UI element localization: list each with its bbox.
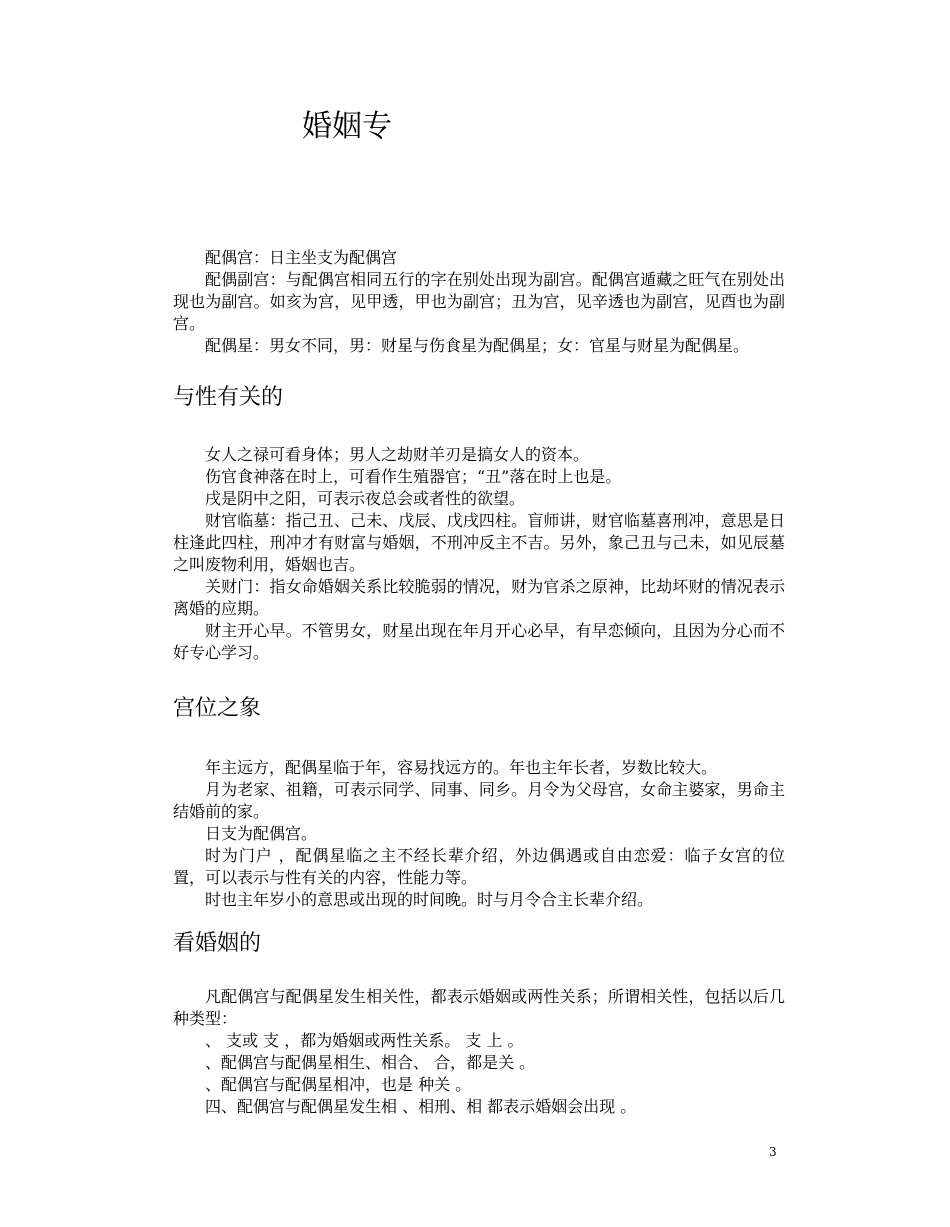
paragraph: 配偶副宫：与配偶宫相同五行的字在别处出现为副宫。配偶宫遁藏之旺气在别处出现也为副宫。如亥为宫，见甲透，甲也为副宫；丑为宫，见辛透也为副宫，见酉也为副宫。 bbox=[173, 270, 785, 333]
section-heading-palace: 宫位之象 bbox=[173, 696, 262, 721]
page-number: 3 bbox=[769, 1145, 777, 1159]
paragraph: 月为老家、祖籍，可表示同学、同事、同乡。月令为父母宫，女命主婆家，男命主结婚前的家。 bbox=[173, 780, 785, 821]
paragraph: 戌是阴中之阳，可表示夜总会或者性的欲望。 bbox=[205, 489, 526, 508]
paragraph: 凡配偶宫与配偶星发生相关性，都表示婚姻或两性关系；所谓相关性，包括以后几种类型： bbox=[173, 987, 785, 1028]
palace-section bbox=[173, 757, 785, 911]
intro-section bbox=[173, 247, 785, 357]
list-item: 、配偶宫与配偶星相冲，也是 种关 。 bbox=[205, 1075, 472, 1094]
paragraph: 伤官食神落在时上，可看作生殖器官；“丑”落在时上也是。 bbox=[205, 467, 622, 486]
list-item: 四、配偶宫与配偶星发生相 、相刑、相 都表示婚姻会出现 。 bbox=[205, 1097, 637, 1116]
paragraph: 财主开心早。不管男女，财星出现在年月开心必早，有早恋倾向，且因为分心而不好专心学习。 bbox=[173, 621, 785, 662]
section-heading-marriage: 看婚姻的 bbox=[173, 931, 262, 956]
marriage-section bbox=[173, 986, 785, 1118]
paragraph: 女人之禄可看身体；男人之劫财羊刃是搞女人的资本。 bbox=[205, 445, 590, 464]
page-title: 婚姻专 bbox=[302, 109, 392, 144]
paragraph: 配偶星：男女不同，男：财星与伤食星为配偶星；女：官星与财星为配偶星。 bbox=[205, 336, 750, 355]
paragraph: 配偶宫：日主坐支为配偶宫 bbox=[205, 248, 398, 267]
paragraph: 关财门：指女命婚姻关系比较脆弱的情况，财为官杀之原神，比劫坏财的情况表示离婚的应期。 bbox=[173, 577, 785, 618]
sex-section bbox=[173, 444, 785, 664]
list-item: 、 支或 支 ，都为婚姻或两性关系。 支 上 。 bbox=[205, 1031, 524, 1050]
paragraph: 时也主年岁小的意思或出现的时间晚。时与月令合主长辈介绍。 bbox=[205, 890, 654, 909]
list-item: 、配偶宫与配偶星相生、相合、 合，都是关 。 bbox=[205, 1053, 536, 1072]
paragraph: 财官临墓：指己丑、己未、戊辰、戊戌四柱。盲师讲，财官临墓喜刑冲，意思是日柱逢此四柱，刑冲才有财富与婚姻，不刑冲反主不吉。另外，象己丑与己未，如见辰墓之叫废物利用，婚姻也吉。 bbox=[173, 511, 785, 574]
paragraph: 年主远方，配偶星临于年，容易找远方的。年也主年长者，岁数比较大。 bbox=[205, 758, 718, 777]
paragraph: 时为门户 ，配偶星临之主不经长辈介绍，外边偶遇或自由恋爱：临子女宫的位置，可以表示与性有关的内容，性能力等。 bbox=[173, 846, 785, 887]
paragraph: 日支为配偶宫。 bbox=[205, 824, 318, 843]
section-heading-sex: 与性有关的 bbox=[173, 385, 284, 410]
